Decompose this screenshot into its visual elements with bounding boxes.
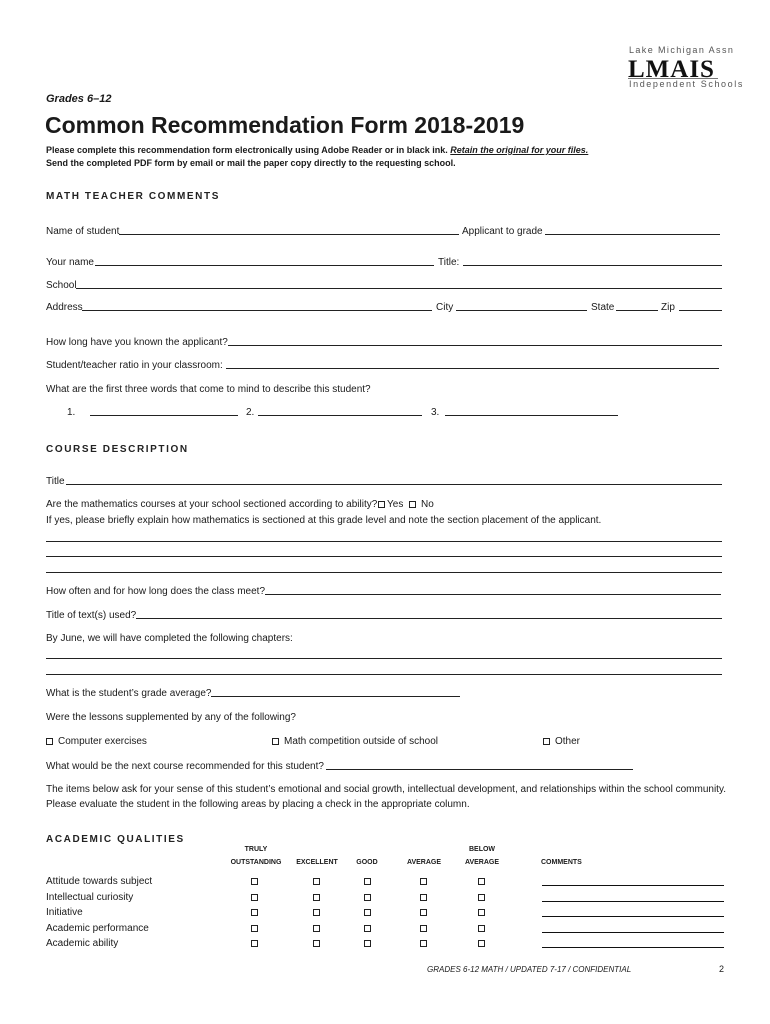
label-word-3: 3.	[431, 407, 440, 418]
rating-checkbox[interactable]	[313, 909, 320, 916]
label-state: State	[591, 302, 615, 313]
rating-row-label: Attitude towards subject	[46, 876, 153, 887]
grade-range: Grades 6–12	[46, 93, 112, 105]
address-field[interactable]	[82, 310, 432, 311]
section-academic-qualities: ACADEMIC QUALITIES	[46, 834, 185, 845]
evaluation-note-2: Please evaluate the student in the following areas by placing a check in the appropriate column.	[46, 799, 470, 810]
label-title: Title:	[438, 257, 460, 268]
chapters-line-2[interactable]	[46, 674, 722, 675]
rating-row-label: Initiative	[46, 907, 83, 918]
col-excellent: EXCELLENT	[296, 859, 338, 866]
instructions-line-1	[46, 145, 588, 155]
rating-checkbox[interactable]	[364, 909, 371, 916]
label-computer-exercises: Computer exercises	[58, 736, 147, 747]
label-school: School	[46, 280, 77, 291]
page-title: Common Recommendation Form 2018-2019	[45, 112, 525, 138]
comment-field[interactable]	[542, 901, 724, 902]
comment-field[interactable]	[542, 916, 724, 917]
student-teacher-ratio-field[interactable]	[226, 368, 719, 369]
zip-field[interactable]	[679, 310, 722, 311]
col-below-average	[456, 843, 508, 869]
explain-line-1[interactable]	[46, 541, 722, 542]
logo-tagline-top: Lake Michigan Assn	[629, 45, 735, 55]
instructions-text: Please complete this recommendation form electronically using Adobe Reader or in black ink.	[46, 145, 451, 155]
label-word-1: 1.	[67, 407, 76, 418]
rating-checkbox[interactable]	[478, 925, 485, 932]
label-your-name: Your name	[46, 257, 94, 268]
school-field[interactable]	[76, 288, 722, 289]
applicant-to-grade-field[interactable]	[545, 234, 720, 235]
col-below-average-line-2: AVERAGE	[464, 859, 500, 866]
logo-tagline-bottom: Independent Schools	[629, 79, 744, 89]
label-name-of-student: Name of student	[46, 226, 120, 237]
col-truly-outstanding	[226, 843, 286, 869]
label-city: City	[436, 302, 454, 313]
label-other: Other	[555, 736, 581, 747]
rating-row-label: Intellectual curiosity	[46, 892, 134, 903]
rating-row-label: Academic ability	[46, 938, 119, 949]
teacher-title-field[interactable]	[463, 265, 722, 266]
chapters-line-1[interactable]	[46, 658, 722, 659]
page-number: 2	[719, 964, 725, 974]
rating-checkbox[interactable]	[364, 925, 371, 932]
explain-line-2[interactable]	[46, 556, 722, 557]
col-good: GOOD	[356, 859, 378, 866]
evaluation-note-1: The items below ask for your sense of this student’s emotional and social growth, intellectual development, and relationships within the school community.	[46, 784, 726, 795]
instructions-line-2: Send the completed PDF form by email or mail the paper copy directly to the requesting school.	[46, 158, 456, 168]
comment-field[interactable]	[542, 932, 724, 933]
rating-checkbox[interactable]	[251, 894, 258, 901]
next-course-field[interactable]	[326, 769, 633, 770]
rating-checkbox[interactable]	[364, 878, 371, 885]
rating-checkbox[interactable]	[364, 940, 371, 947]
other-checkbox[interactable]	[543, 738, 550, 745]
label-no: No	[421, 499, 434, 510]
word-1-field[interactable]	[90, 415, 238, 416]
grade-average-field[interactable]	[211, 696, 460, 697]
label-word-2: 2.	[246, 407, 255, 418]
section-math-teacher-comments: MATH TEACHER COMMENTS	[46, 191, 220, 202]
city-field[interactable]	[456, 310, 587, 311]
label-next-course: What would be the next course recommended for this student?	[46, 761, 324, 772]
rating-checkbox[interactable]	[251, 940, 258, 947]
texts-used-field[interactable]	[136, 618, 722, 619]
section-course-description: COURSE DESCRIPTION	[46, 444, 189, 455]
col-truly-outstanding-line-2: OUTSTANDING	[230, 859, 282, 866]
rating-checkbox[interactable]	[478, 909, 485, 916]
label-grade-average: What is the student’s grade average?	[46, 688, 212, 699]
label-math-competition: Math competition outside of school	[284, 736, 438, 747]
instructions-emphasis: Retain the original for your files.	[450, 145, 589, 155]
label-known-applicant: How long have you known the applicant?	[46, 337, 228, 348]
word-2-field[interactable]	[258, 415, 422, 416]
col-truly-outstanding-line-1: TRULY	[244, 846, 268, 853]
label-explain-sectioning: If yes, please briefly explain how mathematics is sectioned at this grade level and note the section placement of the applicant.	[46, 515, 602, 526]
no-checkbox[interactable]	[409, 501, 416, 508]
rating-checkbox[interactable]	[313, 878, 320, 885]
rating-checkbox[interactable]	[478, 878, 485, 885]
comment-field[interactable]	[542, 885, 724, 886]
label-student-teacher-ratio: Student/teacher ratio in your classroom:	[46, 360, 223, 371]
state-field[interactable]	[616, 310, 658, 311]
rating-checkbox[interactable]	[478, 894, 485, 901]
computer-exercises-checkbox[interactable]	[46, 738, 53, 745]
rating-checkbox[interactable]	[478, 940, 485, 947]
rating-checkbox[interactable]	[420, 894, 427, 901]
rating-checkbox[interactable]	[420, 909, 427, 916]
rating-checkbox[interactable]	[420, 925, 427, 932]
label-zip: Zip	[661, 302, 675, 313]
explain-line-3[interactable]	[46, 572, 722, 573]
label-chapters: By June, we will have completed the following chapters:	[46, 633, 293, 644]
math-competition-checkbox[interactable]	[272, 738, 279, 745]
rating-row-label: Academic performance	[46, 923, 149, 934]
rating-checkbox[interactable]	[313, 925, 320, 932]
course-title-field[interactable]	[66, 484, 722, 485]
name-of-student-field[interactable]	[119, 234, 459, 235]
comment-field[interactable]	[542, 947, 724, 948]
rating-checkbox[interactable]	[364, 894, 371, 901]
rating-checkbox[interactable]	[420, 940, 427, 947]
rating-checkbox[interactable]	[251, 909, 258, 916]
col-comments: COMMENTS	[541, 859, 582, 866]
col-average: AVERAGE	[406, 859, 442, 866]
label-applicant-to-grade: Applicant to grade	[462, 226, 543, 237]
known-applicant-field[interactable]	[228, 345, 722, 346]
footer-text: GRADES 6-12 MATH / UPDATED 7-17 / CONFIDENTIAL	[427, 965, 632, 974]
logo-wordmark: LMAIS	[628, 56, 715, 83]
label-three-words: What are the first three words that come to mind to describe this student?	[46, 384, 371, 395]
label-course-title: Title	[46, 476, 65, 487]
rating-checkbox[interactable]	[420, 878, 427, 885]
label-yes: Yes	[387, 499, 404, 510]
how-often-field[interactable]	[265, 594, 721, 595]
word-3-field[interactable]	[445, 415, 618, 416]
col-below-average-line-1: BELOW	[468, 846, 496, 853]
yes-checkbox[interactable]	[378, 501, 385, 508]
rating-checkbox[interactable]	[251, 878, 258, 885]
your-name-field[interactable]	[95, 265, 434, 266]
label-address: Address	[46, 302, 83, 313]
label-sectioned-by-ability: Are the mathematics courses at your school sectioned according to ability?	[46, 499, 378, 510]
rating-checkbox[interactable]	[313, 894, 320, 901]
rating-checkbox[interactable]	[251, 925, 258, 932]
label-supplemented: Were the lessons supplemented by any of the following?	[46, 712, 296, 723]
label-texts-used: Title of text(s) used?	[46, 610, 137, 621]
rating-checkbox[interactable]	[313, 940, 320, 947]
label-how-often: How often and for how long does the class meet?	[46, 586, 266, 597]
